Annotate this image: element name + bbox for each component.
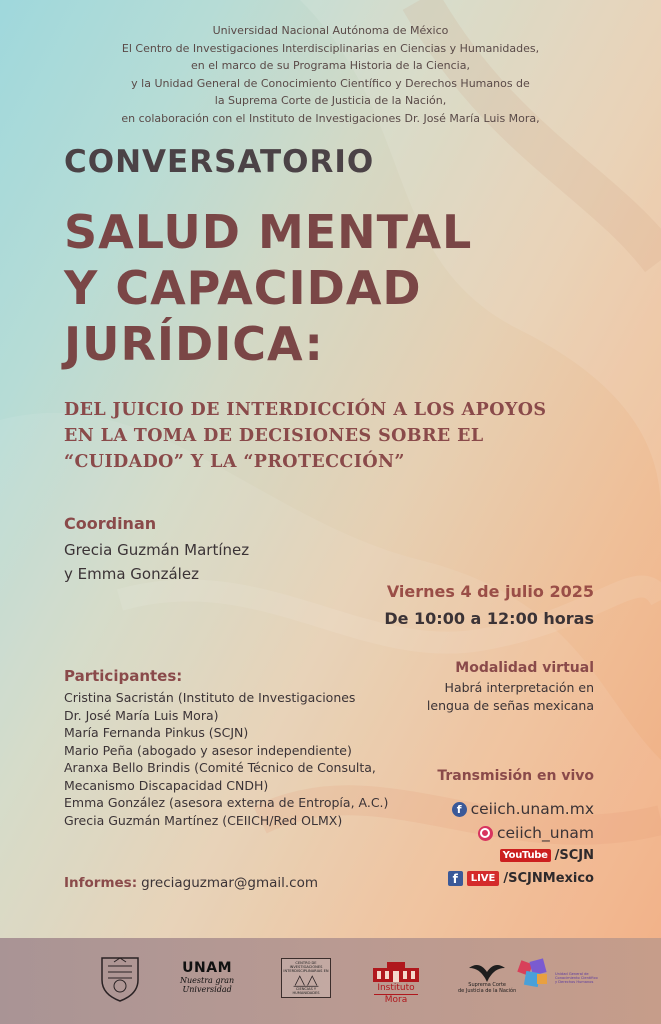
title-line: SALUD MENTAL — [64, 205, 473, 259]
logo-footer — [0, 938, 661, 1024]
facebook-square-icon: f — [448, 871, 463, 886]
unidad-general-text: Unidad General de — [555, 972, 589, 976]
unidad-general-text: Conocimiento Científico — [555, 976, 598, 981]
coordinators-names — [64, 538, 249, 586]
ceiich-emblem-icon — [288, 973, 324, 987]
contact-info — [64, 875, 318, 891]
scjn-text: de Justicia de la Nación — [458, 988, 517, 994]
contact-label: Informes: — [64, 875, 138, 891]
contact-email[interactable]: greciaguzmar@gmail.com — [141, 875, 318, 891]
intro-line: Universidad Nacional Autónoma de México — [212, 24, 449, 37]
event-schedule — [384, 582, 594, 628]
coordinator-line: y Emma González — [64, 565, 199, 583]
ceiich-logo: CENTRO DE INVESTIGACIONES INTERDISCIPLINARIAS EN CIENCIAS Y HUMANIDADES — [281, 958, 331, 998]
modality-line: lengua de señas mexicana — [426, 698, 594, 713]
participant-line: Grecia Guzmán Martínez (CEIICH/Red OLMX) — [64, 812, 343, 828]
coordinators-label: Coordinan — [64, 514, 157, 533]
intro-line: la Suprema Corte de Justicia de la Nación, — [214, 94, 447, 107]
modality-info — [427, 660, 594, 715]
subtitle-line: EN LA TOMA DE DECISIONES SOBRE EL — [64, 426, 484, 446]
participant-line: Mecanismo Discapacidad CNDH) — [64, 777, 269, 793]
mora-text: Instituto — [377, 983, 415, 993]
participant-line: Dr. José María Luis Mora) — [64, 707, 219, 723]
unam-tagline: Nuestra gran — [180, 976, 235, 985]
coordinator-line: Grecia Guzmán Martínez — [64, 541, 250, 559]
participants-list — [64, 689, 388, 829]
event-date: Viernes 4 de julio 2025 — [386, 582, 594, 601]
modality-line: Habrá interpretación en — [444, 680, 594, 695]
participant-line: Aranxa Bello Brindis (Comité Técnico de Consulta, — [64, 760, 376, 775]
participant-line: Cristina Sacristán (Instituto de Investigaciones — [64, 690, 356, 705]
instituto-mora-logo — [371, 960, 421, 1005]
instagram-link[interactable] — [437, 824, 594, 842]
unidad-general-text: y Derechos Humanos — [555, 980, 594, 985]
youtube-handle: /SCJN — [554, 848, 594, 863]
event-subtitle — [64, 397, 546, 475]
event-type-label: CONVERSATORIO — [64, 144, 375, 180]
event-title — [64, 204, 472, 372]
scjn-logo — [458, 960, 516, 994]
intro-line: en colaboración con el Instituto de Investigaciones Dr. José María Luis Mora, — [121, 111, 540, 125]
event-time: De 10:00 a 12:00 horas — [384, 609, 594, 628]
title-line: JURÍDICA: — [64, 317, 324, 371]
participant-line: María Fernanda Pinkus (SCJN) — [64, 725, 249, 740]
facebook-icon: f — [452, 802, 467, 817]
mora-text: Mora — [384, 995, 408, 1005]
facebook-link[interactable] — [437, 800, 594, 818]
subtitle-line: DEL JUICIO DE INTERDICCIÓN A LOS APOYOS — [64, 400, 547, 420]
scjn-text: Suprema Corte — [468, 982, 506, 988]
youtube-link[interactable] — [437, 848, 594, 863]
unidad-general-logo — [515, 958, 598, 992]
facebook-live-link[interactable] — [437, 871, 594, 886]
intro-line: y la Unidad General de Conocimiento Científico y Derechos Humanos de — [131, 76, 530, 90]
participant-line: Mario Peña (abogado y asesor independiente) — [64, 742, 352, 758]
participants-label: Participantes: — [64, 667, 183, 685]
streaming-info — [437, 768, 594, 886]
title-line: Y CAPACIDAD — [64, 261, 422, 315]
unidad-general-emblem-icon — [515, 958, 553, 992]
facebook-handle: ceiich.unam.mx — [470, 800, 594, 818]
instagram-handle: ceiich_unam — [496, 824, 594, 842]
unam-shield-logo — [98, 954, 142, 1002]
subtitle-line: “CUIDADO” Y LA “PROTECCIÓN” — [64, 452, 405, 472]
instagram-icon — [478, 826, 493, 841]
unam-logo — [180, 960, 234, 994]
modality-label: Modalidad virtual — [455, 660, 594, 676]
facebook-live-handle: /SCJNMexico — [503, 871, 594, 886]
mora-building-icon — [371, 960, 421, 982]
eagle-icon — [467, 960, 507, 982]
intro-line: El Centro de Investigaciones Interdisciplinarias en Ciencias y Humanidades, — [121, 41, 540, 55]
unam-wordmark: UNAM — [182, 960, 233, 976]
participant-line: Emma González (asesora externa de Entropía, A.C.) — [64, 795, 389, 810]
live-badge: LIVE — [467, 871, 500, 886]
organizers-intro — [0, 22, 661, 127]
streaming-label: Transmisión en vivo — [437, 768, 594, 784]
unam-tagline: Universidad — [182, 985, 232, 994]
intro-line: en el marco de su Programa Historia de la Ciencia, — [191, 59, 470, 72]
youtube-icon: YouTube — [500, 849, 551, 862]
